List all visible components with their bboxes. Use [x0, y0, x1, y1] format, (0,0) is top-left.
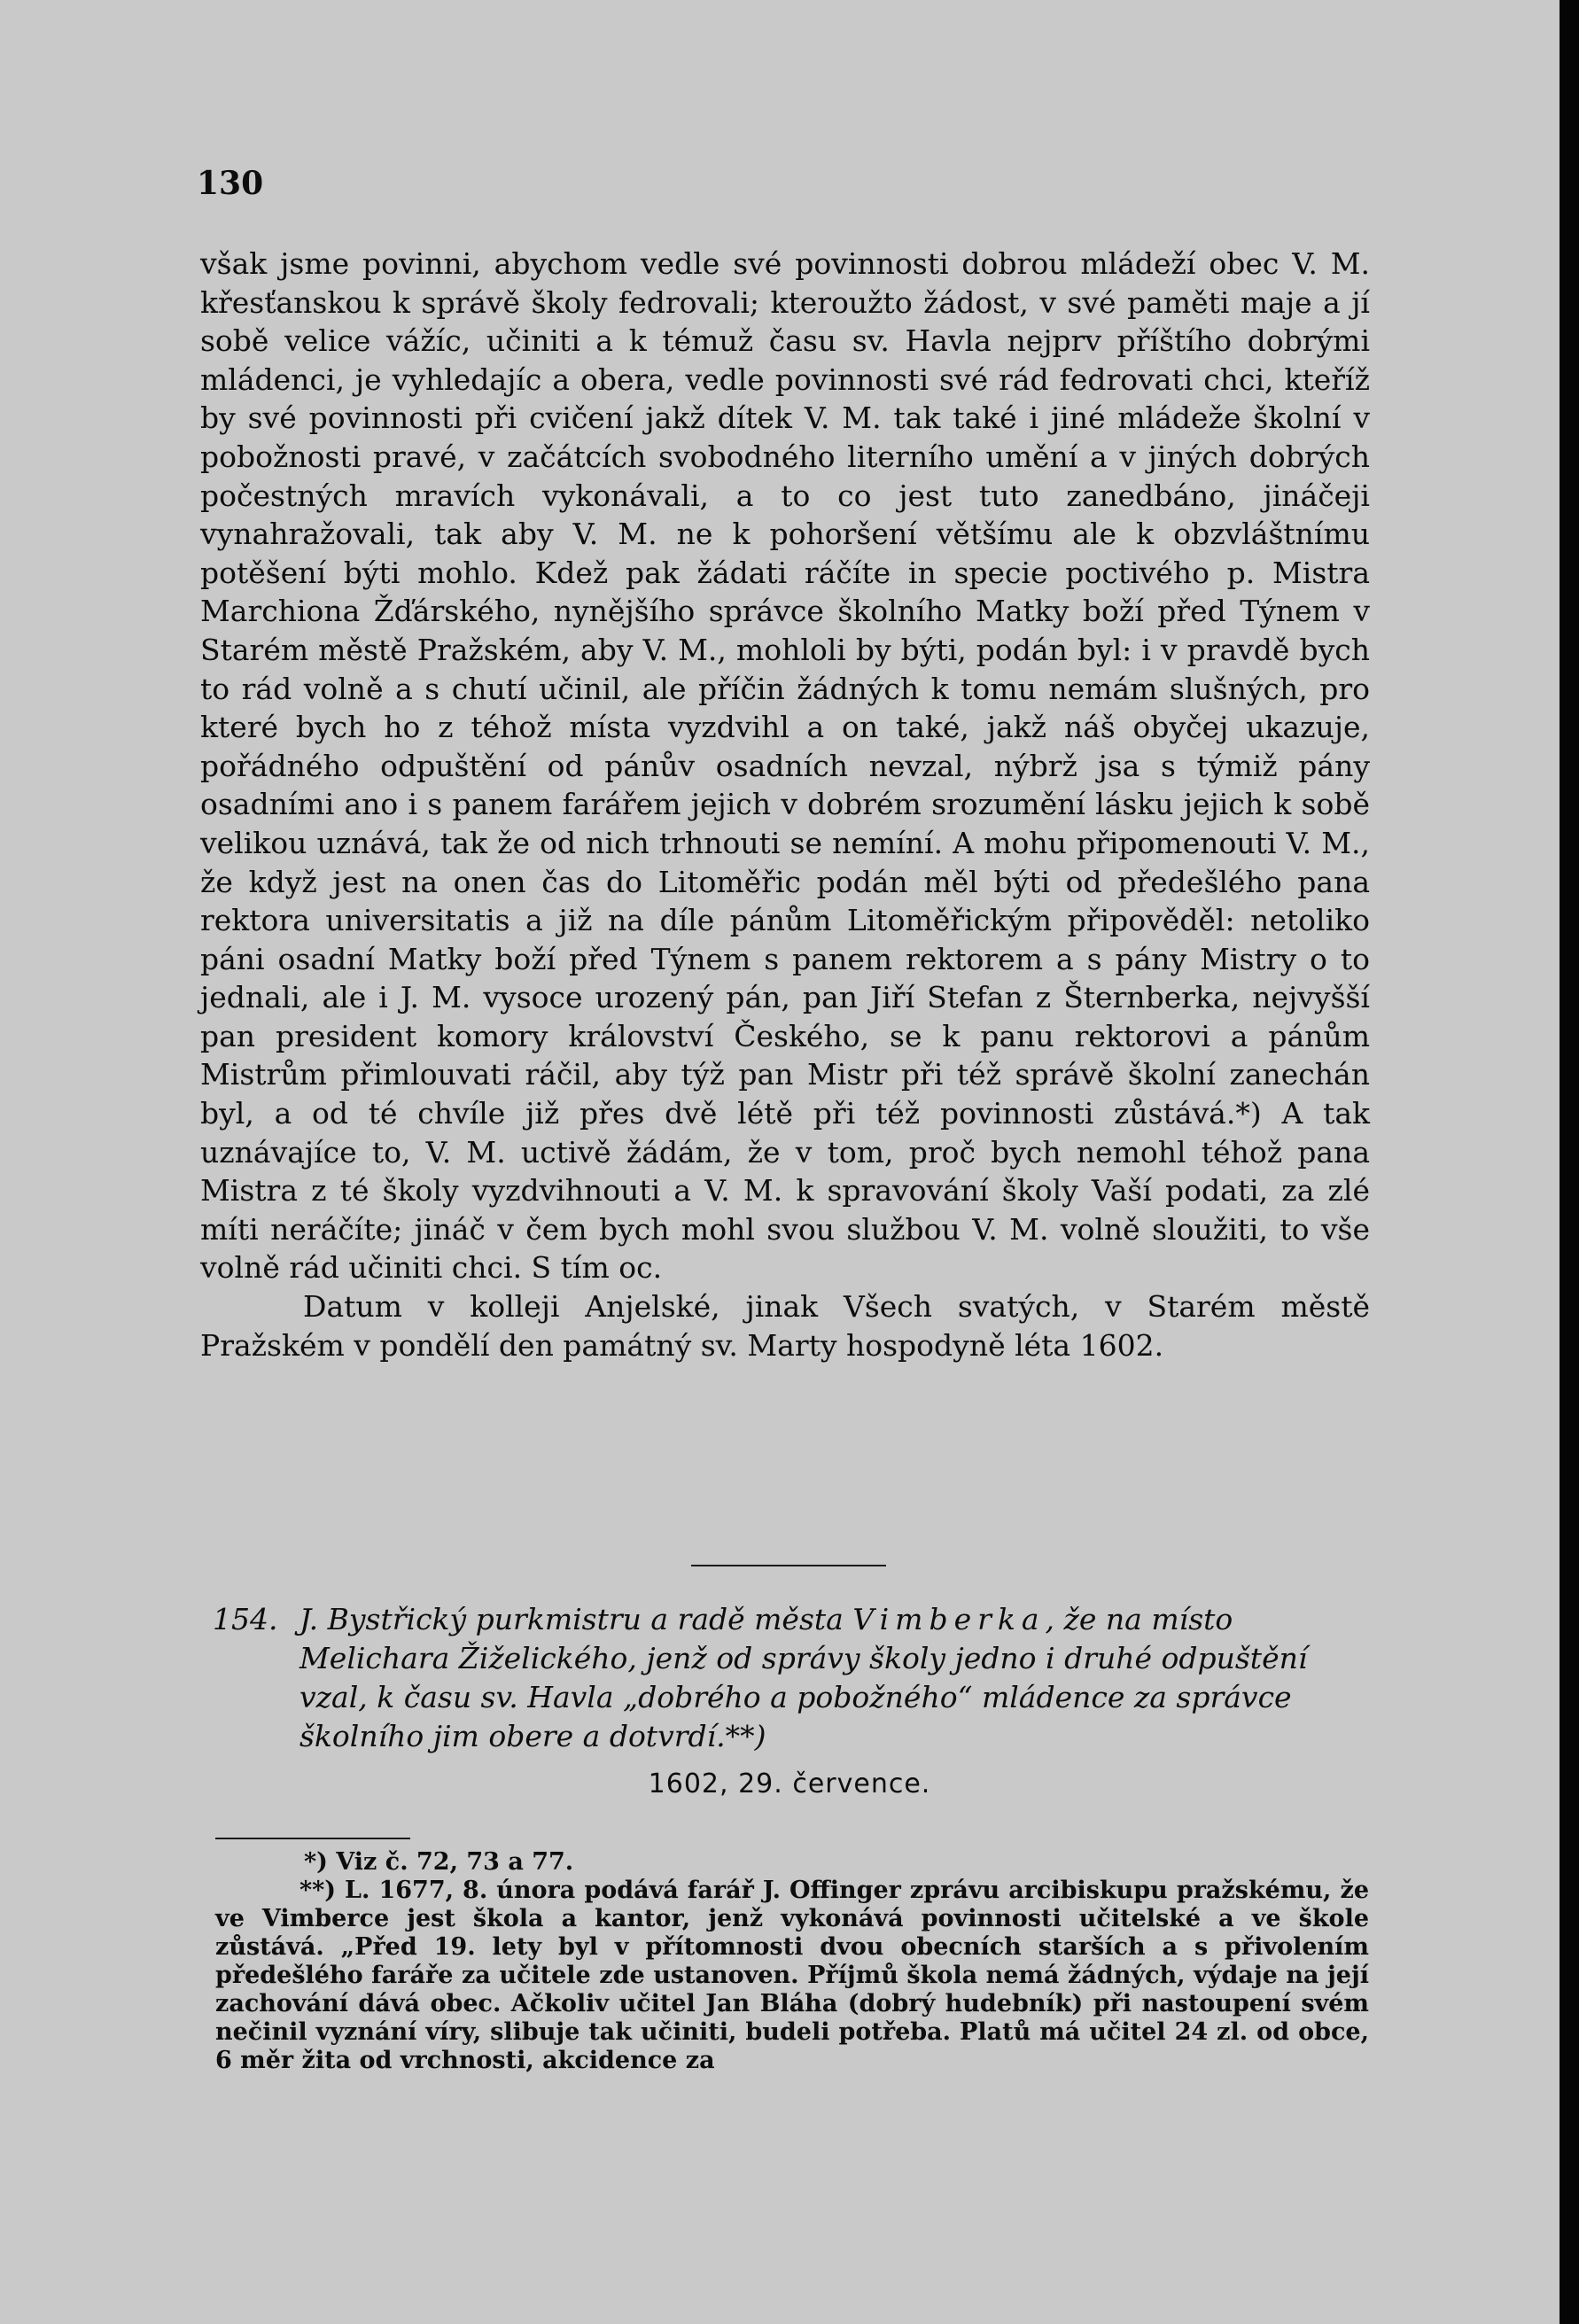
page-number: 130 [197, 165, 264, 202]
letter-paragraph: však jsme povinni, abychom vedle své povinnosti dobrou mládeží obec V. M. křesťanskou k správě školy fedrovali; kteroužto žádost, v své paměti maje a jí sobě velice vážíc, učiniti a k témuž času sv. Havla nejprv příštího dobrými mládenci, je vyhledajíc a obera, vedle povinnosti své rád fedrovati chci, kteříž by své povinnosti při cvičení jakž dítek V. M. tak také i jiné mládeže školní v pobožnosti pravé, v začátcích svobodného literního umění a v jiných dobrých počestných mravích vykonávali, a to co jest tuto zanedbáno, jináčeji vynahražovali, tak aby V. M. ne k pohoršení většímu ale k obzvláštnímu potěšení býti mohlo. Kdež pak žádati ráčíte in specie poctivého p. Mistra Marchiona Žďárského, nynějšího správce školního Matky boží před Týnem v Starém městě Pražském, aby V. M., mohloli by býti, podán byl: i v pravdě bych to rád volně a s chutí učinil, ale příčin žádných k tomu nemám slušných, pro které bych ho z téhož místa vyzdvihl a on také, jakž náš obyčej ukazuje, pořádného odpuštění od pánův osadních nevzal, nýbrž jsa s týmiž pány osadními ano i s panem farářem jejich v dobrém srozumění lásku jejich k sobě velikou uznává, tak že od nich trhnouti se nemíní. A mohu připomenouti V. M., že když jest na onen čas do Litoměřic podán měl býti od předešlého pana rektora universitatis a již na díle pánům Litoměřickým připověděl: netoliko páni osadní Matky boží před Týnem s panem rektorem a s pány Mistry o to jednali, ale i J. M. vysoce urozený pán, pan Jiří Stefan z Šternberka, nejvyšší pan president komory království Českého, se k panu rektorovi a pánům Mistrům přimlouvati ráčil, aby týž pan Mistr při též správě školní zanechán byl, a od té chvíle již přes dvě létě při též povinnosti zůstává.*) A tak uznávajíce to, V. M. uctivě žádám, že v tom, proč bych nemohl téhož pana Mistra z té školy vyzdvihnouti a V. M. k spravování školy Vaší podati, za zlé míti neráčíte; jináč v čem bych mohl svou službou V. M. volně sloužiti, to vše volně rád učiniti chci. S tím oc. [200, 246, 1370, 1286]
document-number: 154. [213, 1602, 278, 1636]
letter-text [200, 245, 1370, 1364]
heading-town: Vimberka [852, 1602, 1046, 1636]
footnotes [215, 1848, 1369, 2075]
footnote-2: **) L. 1677, 8. února podává farář J. Offinger zprávu arcibiskupu pražskému, že ve Vimberce jest škola a kantor, jenž vykonává povinnosti učitelské a ve škole zůstává. „Před 19. lety byl v přítomnosti dvou obecních starších a s přivolením předešlého faráře za učitele zde ustanoven. Příjmů škola nemá žádných, výdaje na její zachování dává obec. Ačkoliv učitel Jan Bláha (dobrý hudebník) při nastoupení svém nečinil vyznání víry, slibuje tak učiniti, budeli potřeba. Platů má učitel 24 zl. od obce, 6 měr žita od vrchnosti, akcidence za [215, 1877, 1369, 2074]
heading-text-after: , že na místo [1045, 1602, 1233, 1636]
document-heading [213, 1600, 1369, 1756]
footnote-1: *) Viz č. 72, 73 a 77. [304, 1848, 574, 1876]
footnote-divider [215, 1838, 410, 1839]
heading-first-line [299, 1602, 1233, 1636]
heading-text-before: J. Bystřický purkmistru a radě města [299, 1602, 844, 1636]
document-date: 1602, 29. července. [648, 1768, 931, 1799]
heading-continuation: Melichara Žiželického, jenž od správy školy jedno i druhé odpuštění vzal, k času sv. Havla „dobrého a pobožného“ mládence za správce školního jim obere a dotvrdí.**) [299, 1641, 1308, 1753]
scan-edge [1560, 0, 1579, 2324]
letter-dating-paragraph: Datum v kolleji Anjelské, jinak Všech svatých, v Starém městě Pražském v pondělí den památný sv. Marty hospodyně léta 1602. [200, 1289, 1370, 1363]
section-divider [691, 1565, 886, 1566]
